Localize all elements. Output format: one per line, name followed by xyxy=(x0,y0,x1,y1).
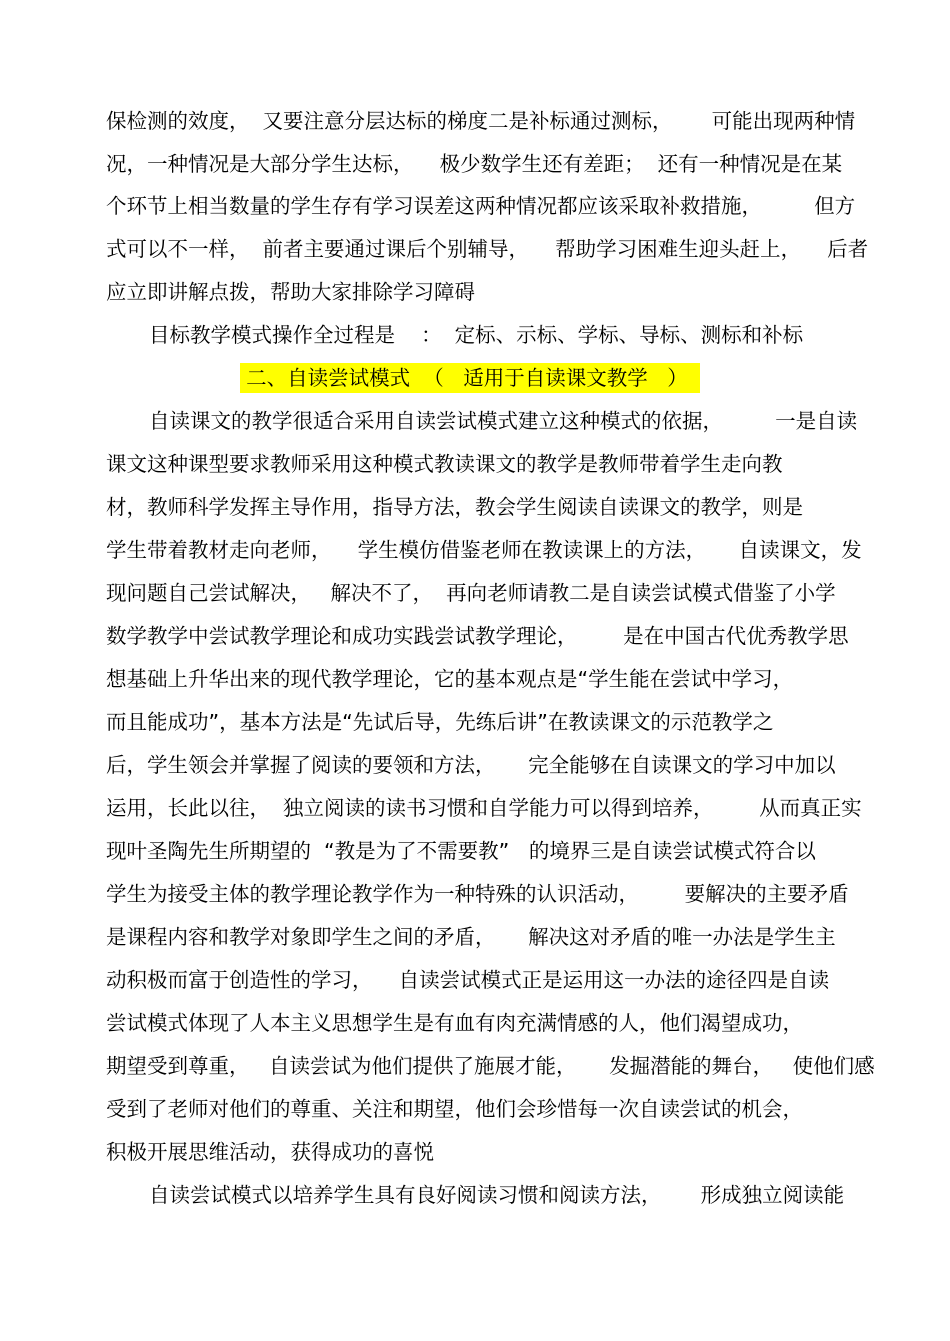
text-line: 期望受到尊重， 自读尝试为他们提供了施展才能， 发掘潜能的舞台， 使他们感 xyxy=(106,1054,875,1078)
section-heading: 二、自读尝试模式 （ 适用于自读课文教学 ） xyxy=(240,363,700,393)
text-line: 应立即讲解点拨，帮助大家排除学习障碍 xyxy=(106,280,475,304)
text-line: 现问题自己尝试解决， 解决不了， 再向老师请教二是自读尝试模式借鉴了小学 xyxy=(106,581,836,605)
text-line: 数学教学中尝试教学理论和成功实践尝试教学理论， 是在中国古代优秀教学思 xyxy=(106,624,849,648)
text-line: 自读尝试模式以培养学生具有良好阅读习惯和阅读方法， 形成独立阅读能 xyxy=(149,1183,845,1207)
text-line: 尝试模式体现了人本主义思想学生是有血有肉充满情感的人，他们渴望成功， xyxy=(106,1011,803,1035)
text-line: 是课程内容和教学对象即学生之间的矛盾， 解决这对矛盾的唯一办法是学生主 xyxy=(106,925,836,949)
text-line: 现叶圣陶先生所期望的 “教是为了不需要教” 的境界三是自读尝试模式符合以 xyxy=(106,839,816,863)
text-line: 后，学生领会并掌握了阅读的要领和方法， 完全能够在自读课文的学习中加以 xyxy=(106,753,836,777)
text-line: 保检测的效度， 又要注意分层达标的梯度二是补标通过测标， 可能出现两种情 xyxy=(106,109,856,133)
text-line: 积极开展思维活动，获得成功的喜悦 xyxy=(106,1140,434,1164)
text-line: 式可以不一样， 前者主要通过课后个别辅导， 帮助学习困难生迎头赶上， 后者 xyxy=(106,237,869,261)
text-line: 况，一种情况是大部分学生达标， 极少数学生还有差距； 还有一种情况是在某 xyxy=(106,152,843,176)
text-line: 材，教师科学发挥主导作用，指导方法，教会学生阅读自读课文的教学，则是 xyxy=(106,495,803,519)
section-heading-wrap xyxy=(0,363,950,393)
text-line: 目标教学模式操作全过程是 ： 定标、示标、学标、导标、测标和补标 xyxy=(149,323,804,347)
text-line: 想基础上升华出来的现代教学理论，它的基本观点是“学生能在尝试中学习， xyxy=(106,667,794,691)
text-line: 动积极而富于创造性的学习， 自读尝试模式正是运用这一办法的途径四是自读 xyxy=(106,968,830,992)
text-line: 个环节上相当数量的学生存有学习误差这两种情况都应该采取补救措施， 但方 xyxy=(106,194,856,218)
text-line: 课文这种课型要求教师采用这种模式教读课文的教学是教师带着学生走向教 xyxy=(106,452,783,476)
text-line: 学生为接受主体的教学理论教学作为一种特殊的认识活动， 要解决的主要矛盾 xyxy=(106,882,849,906)
text-line: 学生带着教材走向老师， 学生模仿借鉴老师在教读课上的方法， 自读课文，发 xyxy=(106,538,862,562)
text-line: 运用，长此以往， 独立阅读的读书习惯和自学能力可以得到培养， 从而真正实 xyxy=(106,796,862,820)
text-line: 受到了老师对他们的尊重、关注和期望，他们会珍惜每一次自读尝试的机会， xyxy=(106,1097,803,1121)
text-line: 自读课文的教学很适合采用自读尝试模式建立这种模式的依据， 一是自读 xyxy=(149,409,858,433)
text-line: 而且能成功”，基本方法是“先试后导，先练后讲”在教读课文的示范教学之 xyxy=(106,710,774,734)
